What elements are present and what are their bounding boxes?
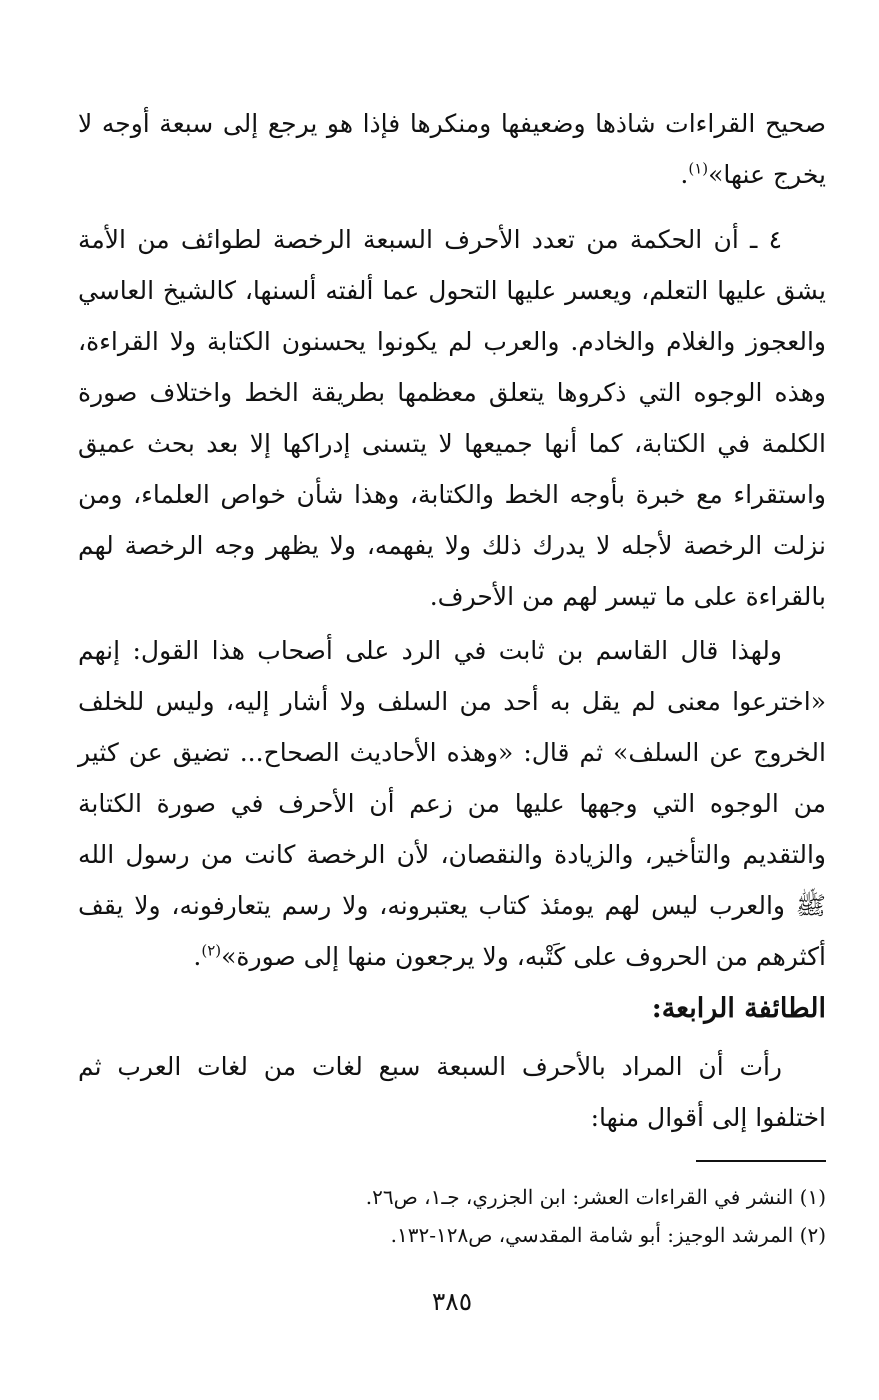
paragraph-text: صحيح القراءات شاذها وضعيفها ومنكرها فإذا هو يرجع إلى سبعة أوجه لا يخرج عنها»	[78, 109, 826, 189]
paragraph-continuation	[78, 98, 826, 200]
section-heading: الطائفة الرابعة:	[651, 993, 826, 1024]
footnote-divider	[696, 1160, 826, 1162]
footnotes-list	[78, 1178, 826, 1254]
paragraph-period: .	[680, 160, 689, 189]
page-number: ٣٨٥	[431, 1287, 473, 1316]
footnote-ref-1[interactable]: (١)	[688, 159, 709, 178]
footnote-1: (١) النشر في القراءات العشر: ابن الجزري، جـ١، ص٢٦.	[365, 1185, 826, 1209]
paragraph-text: ولهذا قال القاسم بن ثابت في الرد على أصحاب هذا القول: إنهم «اخترعوا معنى لم يقل به أحد من السلف ولا أشار إليه، وليس للخلف الخروج عن السلف» ثم قال: «وهذه الأحاديث الصحاح... تضيق عن كثير من الوجوه التي وجهها عليها من زعم أن الأحرف في صورة الكتابة والتقديم والتأخير، والزيادة والنقصان، لأن الرخصة كانت من رسول الله ﷺ والعرب ليس لهم يومئذ كتاب يعتبرونه، ولا رسم يتعارفونه، ولا يقف أكثرهم من الحروف على كَتْبه، ولا يرجعون منها إلى صورة»	[78, 636, 826, 971]
paragraph-qasim-quote	[78, 625, 826, 982]
paragraph-fourth-group: رأت أن المراد بالأحرف السبعة سبع لغات من لغات العرب ثم اختلفوا إلى أقوال منها:	[78, 1052, 826, 1132]
book-page	[78, 0, 826, 1400]
paragraph-period: .	[193, 942, 202, 971]
footnote-ref-2[interactable]: (٢)	[201, 941, 222, 960]
footnote-2: (٢) المرشد الوجيز: أبو شامة المقدسي، ص١٢٨-١٣٢.	[390, 1223, 826, 1247]
paragraph-point-4: ٤ ـ أن الحكمة من تعدد الأحرف السبعة الرخصة لطوائف من الأمة يشق عليها التعلم، ويعسر عليها التحول عما ألفته ألسنها، كالشيخ العاسي والعجوز والغلام والخادم. والعرب لم يكونوا يحسنون الكتابة ولا القراءة، وهذه الوجوه التي ذكروها يتعلق معظمها بطريقة الخط واختلاف صورة الكلمة في الكتابة، كما أنها جميعها لا يتسنى إدراكها إلا بعد بحث عميق واستقراء مع خبرة بأوجه الخط والكتابة، وهذا شأن خواص العلماء، ومن نزلت الرخصة لأجله لا يدرك ذلك ولا يفهمه، ولا يظهر وجه الرخصة لهم بالقراءة على ما تيسر لهم من الأحرف.	[78, 225, 826, 611]
